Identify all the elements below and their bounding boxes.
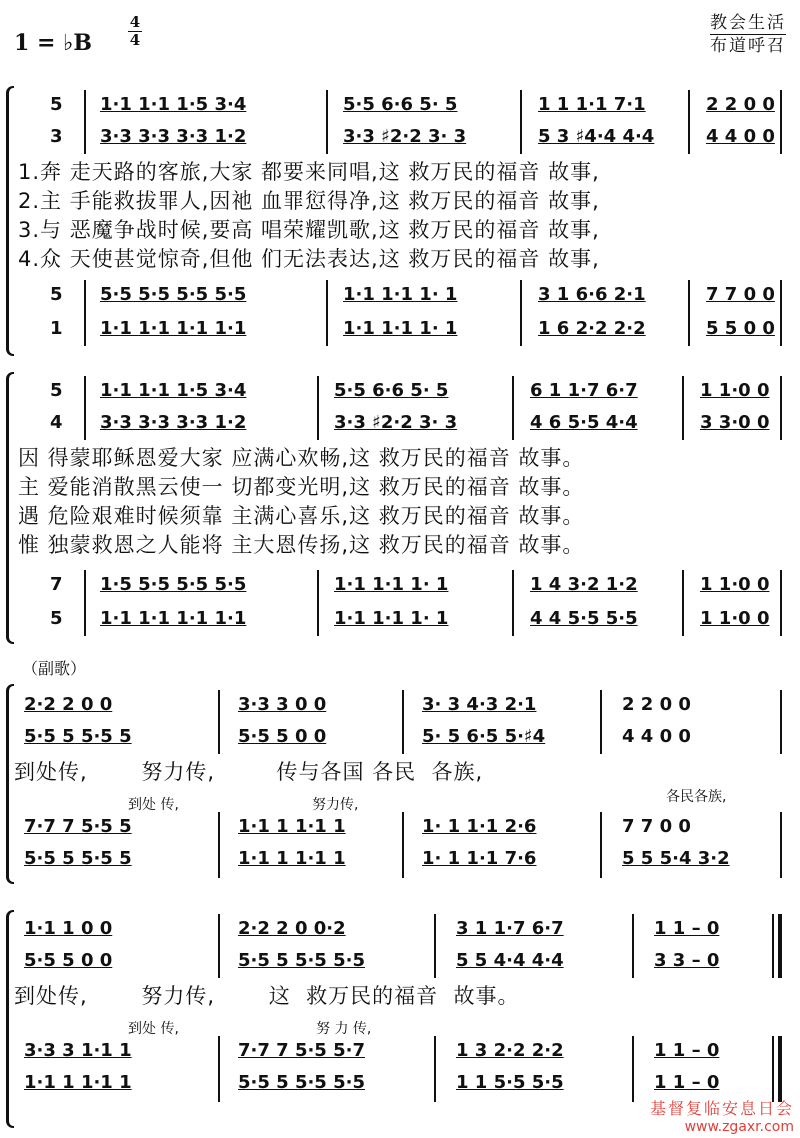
measure: 1·1 1·1 1· 1 <box>343 318 458 339</box>
barline <box>780 570 782 636</box>
barline <box>317 570 319 636</box>
system-brace <box>6 372 14 644</box>
barline <box>688 280 690 346</box>
staff-row <box>18 1070 782 1096</box>
small-lyric: 努 力 传, <box>316 1021 372 1037</box>
measure: 3 3·0 0 <box>700 412 770 433</box>
score-system-2 <box>6 372 782 644</box>
lyrics-block <box>18 158 600 274</box>
staff-row <box>18 92 782 118</box>
staff-row <box>18 724 782 750</box>
barline <box>600 690 602 754</box>
pickup-note: 5 <box>50 608 63 629</box>
staff-row <box>18 378 782 404</box>
staff-row <box>18 572 782 598</box>
measure: 3·3 3 0 0 <box>238 694 327 715</box>
pickup-note: 4 <box>50 412 63 433</box>
measure: 5· 5 6·5 5·♯4 <box>422 726 546 747</box>
staff-row <box>18 1038 782 1064</box>
measure: 5·5 5 5·5 5 <box>24 848 132 869</box>
measure: 1· 1 1·1 2·6 <box>422 816 537 837</box>
barline <box>520 280 522 346</box>
measure: 7 7 0 0 <box>622 816 691 837</box>
measure: 1 1·0 0 <box>700 380 770 401</box>
barline <box>434 1036 436 1102</box>
measure: 1·1 1·1 1· 1 <box>334 574 449 595</box>
staff-row <box>18 692 782 718</box>
measure: 5·5 5 5·5 5 <box>24 726 132 747</box>
lyrics-block <box>18 444 584 560</box>
barline <box>632 1036 634 1102</box>
measure: 3·3 ♯2·2 3· 3 <box>343 126 467 147</box>
lyric-line: 因 得蒙耶稣恩爱大家 应满心欢畅,这 救万民的福音 故事。 <box>18 446 585 470</box>
measure: 3·3 ♯2·2 3· 3 <box>334 412 458 433</box>
pickup-note: 5 <box>50 380 63 401</box>
small-lyric: 到处 传, <box>128 1021 179 1037</box>
measure: 3·3 3·3 3·3 1·2 <box>100 126 247 147</box>
barline <box>402 690 404 754</box>
lyric-line: 遇 危险艰难时候须靠 主满心喜乐,这 救万民的福音 故事。 <box>18 504 585 528</box>
barline <box>218 1036 220 1102</box>
barline <box>780 376 782 440</box>
measure: 5·5 6·6 5· 5 <box>334 380 449 401</box>
measure: 3·3 3·3 3·3 1·2 <box>100 412 247 433</box>
measure: 1 1 – 0 <box>654 1040 720 1061</box>
measure: 5·5 5·5 5·5 5·5 <box>100 284 247 305</box>
measure: 5 5 0 0 <box>706 318 775 339</box>
measure: 1·5 5·5 5·5 5·5 <box>100 574 247 595</box>
measure: 1·1 1·1 1· 1 <box>334 608 449 629</box>
lyric-line: 到处传, 努力传, 传与各国 各民 各族, <box>14 760 484 784</box>
barline <box>600 812 602 878</box>
lyric-line: 3.与 恶魔争战时候,要高 唱荣耀凯歌,这 救万民的福音 故事, <box>18 218 600 242</box>
staff-row <box>18 606 782 632</box>
measure: 1· 1 1·1 7·6 <box>422 848 537 869</box>
measure: 5·5 5 0 0 <box>24 950 113 971</box>
score-system-1 <box>6 86 782 356</box>
staff-row <box>18 916 782 942</box>
barline <box>434 914 436 978</box>
barline <box>688 90 690 154</box>
measure: 4 4 0 0 <box>622 726 691 747</box>
measure: 1·1 1·1 1· 1 <box>343 284 458 305</box>
measure: 1 1 5·5 5·5 <box>456 1072 564 1093</box>
system-brace <box>6 910 14 1128</box>
barline <box>682 376 684 440</box>
measure: 4 4 5·5 5·5 <box>530 608 638 629</box>
measure: 2 2 0 0 <box>706 94 775 115</box>
final-barline <box>778 1036 782 1102</box>
final-barline <box>772 914 774 978</box>
measure: 2 2 0 0 <box>622 694 691 715</box>
pickup-note: 5 <box>50 284 63 305</box>
lyric-line: 1.奔 走天路的客旅,大家 都要来同唱,这 救万民的福音 故事, <box>18 160 600 184</box>
staff-row <box>18 316 782 342</box>
barline <box>682 570 684 636</box>
measure: 1 6 2·2 2·2 <box>538 318 646 339</box>
measure: 3 1 1·7 6·7 <box>456 918 564 939</box>
pickup-note: 5 <box>50 94 63 115</box>
staff-row <box>18 124 782 150</box>
measure: 7·7 7 5·5 5·7 <box>238 1040 365 1061</box>
barline <box>84 376 86 440</box>
measure: 3· 3 4·3 2·1 <box>422 694 537 715</box>
measure: 1·1 1·1 1·1 1·1 <box>100 318 247 339</box>
lyric-line: 主 爱能消散黑云使一 切都变光明,这 救万民的福音 故事。 <box>18 475 585 499</box>
measure: 1 1 1·1 7·1 <box>538 94 646 115</box>
barline <box>402 812 404 878</box>
pickup-note: 7 <box>50 574 63 595</box>
measure: 1·1 1·1 1·5 3·4 <box>100 380 247 401</box>
barline <box>520 90 522 154</box>
measure: 5·5 5 5·5 5·5 <box>238 950 365 971</box>
score-system-3 <box>6 684 782 884</box>
small-lyric: 到处 传, <box>128 797 179 813</box>
barline <box>326 90 328 154</box>
staff-row <box>18 846 782 872</box>
lyrics-block <box>14 758 483 787</box>
barline <box>780 812 782 878</box>
refrain-label: （副歌） <box>22 659 87 678</box>
lyrics-block <box>14 982 520 1011</box>
lyric-line: 到处传, 努力传, 这 救万民的福音 故事。 <box>14 984 520 1008</box>
staff-row <box>18 282 782 308</box>
small-lyric: 各民各族, <box>666 789 727 805</box>
barline <box>218 914 220 978</box>
measure: 1 1 – 0 <box>654 1072 720 1093</box>
barline <box>326 280 328 346</box>
measure: 1·1 1 1·1 1 <box>238 848 346 869</box>
measure: 3 3 – 0 <box>654 950 720 971</box>
watermark: 基督复临安息日会 www.zgaxr.com <box>649 1099 794 1135</box>
small-lyric: 努力传, <box>312 797 359 813</box>
staff-row <box>18 814 782 840</box>
measure: 1 3 2·2 2·2 <box>456 1040 564 1061</box>
pickup-note: 3 <box>50 126 63 147</box>
barline <box>512 570 514 636</box>
final-barline <box>772 1036 774 1102</box>
lyric-line: 2.主 手能救拔罪人,因祂 血罪愆得净,这 救万民的福音 故事, <box>18 189 600 213</box>
barline <box>218 812 220 878</box>
measure: 1·1 1 0 0 <box>24 918 113 939</box>
measure: 1·1 1 1·1 1 <box>24 1072 132 1093</box>
measure: 1 1·0 0 <box>700 574 770 595</box>
staff-row <box>18 410 782 436</box>
key-signature: 1 = ♭B <box>14 30 93 56</box>
measure: 5 3 ♯4·4 4·4 <box>538 126 655 147</box>
score-system-4 <box>6 910 782 1128</box>
barline <box>780 280 782 346</box>
measure: 1·1 1·1 1·1 1·1 <box>100 608 247 629</box>
category-label: 教会生活 布道呼召 <box>710 13 786 56</box>
pickup-note: 1 <box>50 318 63 339</box>
final-barline <box>778 914 782 978</box>
measure: 7·7 7 5·5 5 <box>24 816 132 837</box>
barline <box>780 90 782 154</box>
barline <box>84 280 86 346</box>
barline <box>84 570 86 636</box>
measure: 1 4 3·2 1·2 <box>530 574 638 595</box>
measure: 1 1·0 0 <box>700 608 770 629</box>
measure: 7 7 0 0 <box>706 284 775 305</box>
measure: 2·2 2 0 0 <box>24 694 113 715</box>
measure: 5·5 6·6 5· 5 <box>343 94 458 115</box>
lyric-line: 4.众 天使甚觉惊奇,但他 们无法表达,这 救万民的福音 故事, <box>18 247 600 271</box>
system-brace <box>6 684 14 884</box>
time-signature: 4 4 <box>129 13 141 49</box>
measure: 5 5 4·4 4·4 <box>456 950 564 971</box>
measure: 5·5 5 0 0 <box>238 726 327 747</box>
staff-row <box>18 948 782 974</box>
measure: 2·2 2 0 0·2 <box>238 918 346 939</box>
measure: 1·1 1·1 1·5 3·4 <box>100 94 247 115</box>
measure: 4 6 5·5 4·4 <box>530 412 638 433</box>
barline <box>218 690 220 754</box>
measure: 5 5 5·4 3·2 <box>622 848 730 869</box>
measure: 1·1 1 1·1 1 <box>238 816 346 837</box>
barline <box>512 376 514 440</box>
measure: 6 1 1·7 6·7 <box>530 380 638 401</box>
measure: 3·3 3 1·1 1 <box>24 1040 132 1061</box>
measure: 4 4 0 0 <box>706 126 775 147</box>
barline <box>84 90 86 154</box>
measure: 5·5 5 5·5 5·5 <box>238 1072 365 1093</box>
barline <box>632 914 634 978</box>
system-brace <box>6 86 14 356</box>
barline <box>780 690 782 754</box>
measure: 1 1 – 0 <box>654 918 720 939</box>
measure: 3 1 6·6 2·1 <box>538 284 646 305</box>
lyric-line: 惟 独蒙救恩之人能将 主大恩传扬,这 救万民的福音 故事。 <box>18 533 585 557</box>
barline <box>317 376 319 440</box>
